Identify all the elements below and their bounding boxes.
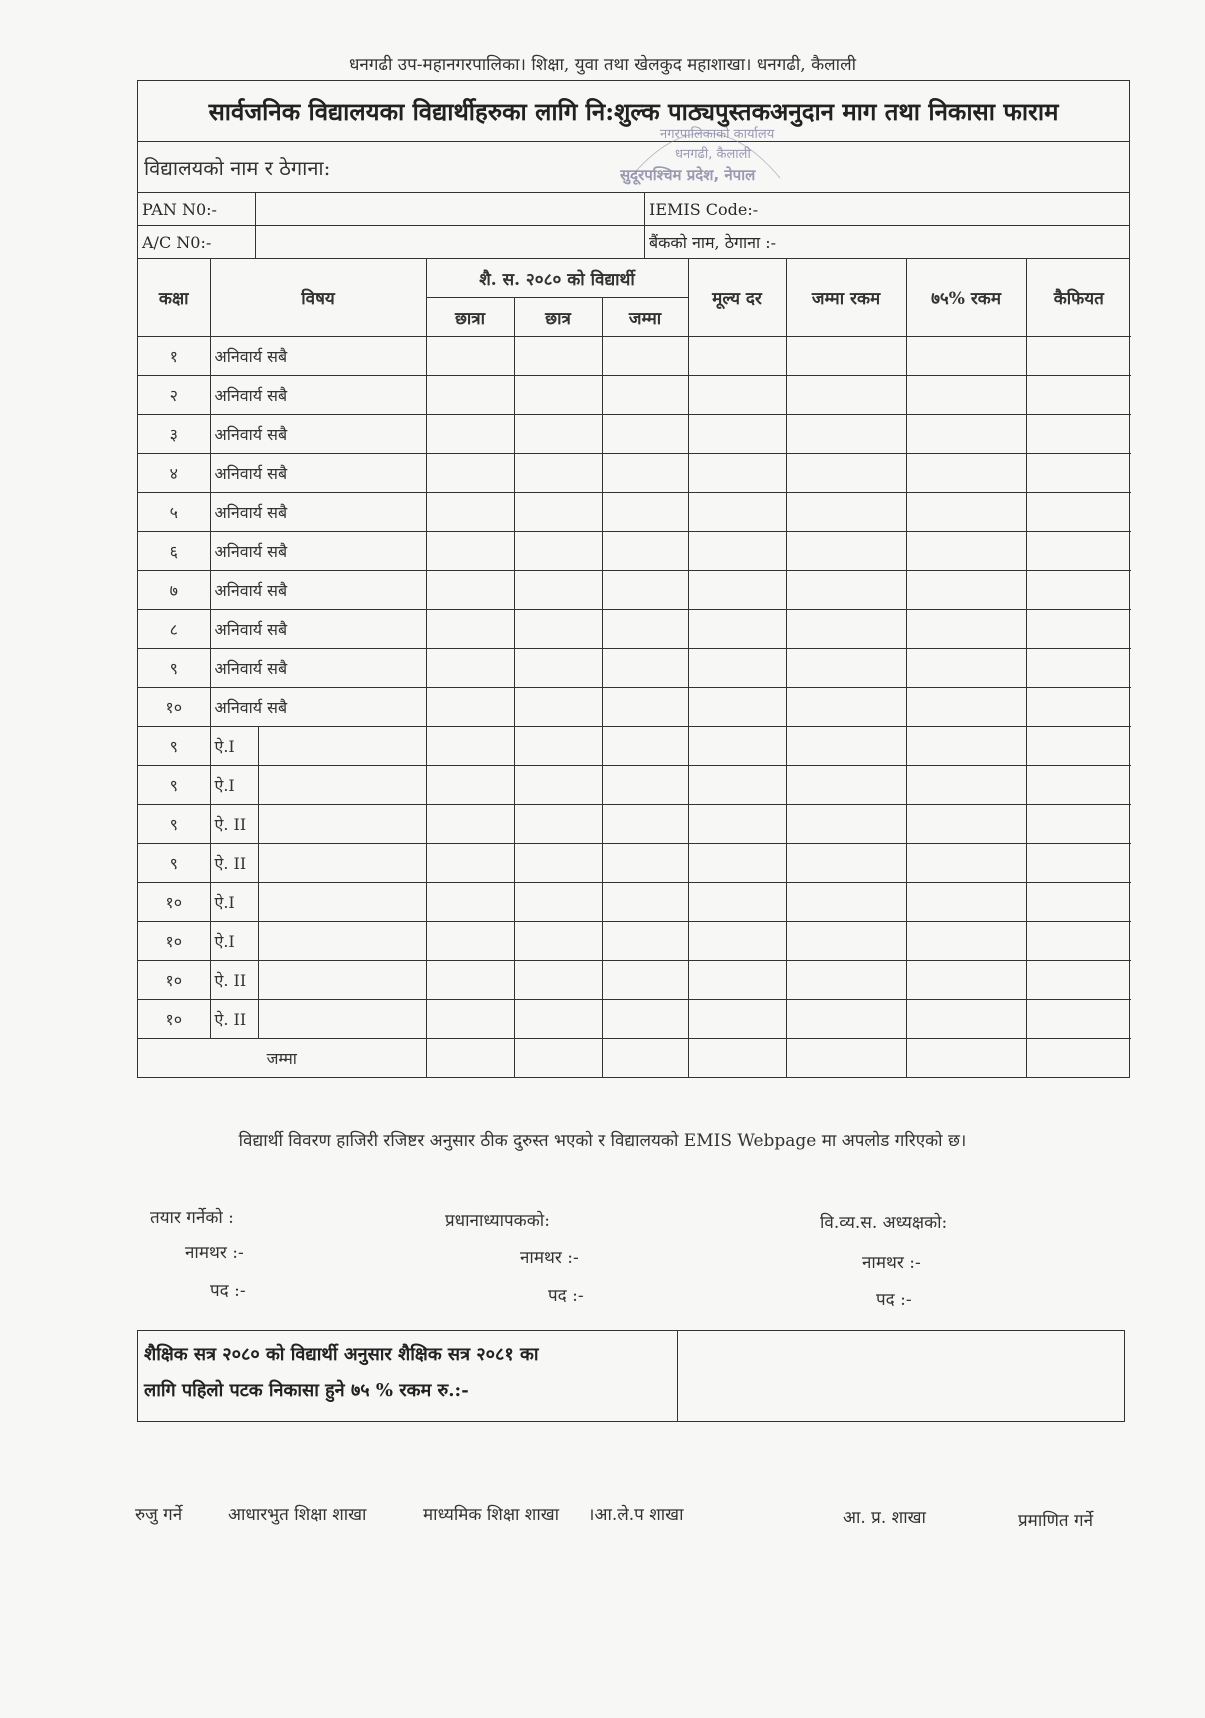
subject-cell: अनिवार्य सबै: [210, 376, 426, 415]
boys-cell[interactable]: [514, 1000, 602, 1039]
total-amount-cell[interactable]: [786, 805, 906, 844]
students-total-cell[interactable]: [602, 454, 688, 493]
total-amount-cell[interactable]: [786, 688, 906, 727]
subject-detail-cell[interactable]: [258, 805, 426, 844]
subject-cell: अनिवार्य सबै: [210, 571, 426, 610]
subject-detail-cell[interactable]: [258, 883, 426, 922]
total-amount-cell[interactable]: [786, 727, 906, 766]
grade-cell: ९: [138, 805, 210, 844]
amount-label-line2: लागि पहिलो पटक निकासा हुने ७५ % रकम रु.:-: [144, 1380, 469, 1401]
price-rate-cell[interactable]: [688, 610, 786, 649]
price-rate-cell[interactable]: [688, 883, 786, 922]
footer-verify: रुजु गर्ने: [135, 1505, 183, 1525]
boys-cell[interactable]: [514, 376, 602, 415]
total-label: जम्मा: [138, 1039, 426, 1078]
subject-cell: ऐ.I: [210, 766, 258, 805]
girls-cell[interactable]: [426, 493, 514, 532]
table-row: [138, 532, 1131, 571]
total-girls-cell[interactable]: [426, 1039, 514, 1078]
boys-cell[interactable]: [514, 805, 602, 844]
table-row: [138, 610, 1131, 649]
percent75-cell[interactable]: [906, 337, 1026, 376]
total-amount-cell[interactable]: [786, 1000, 906, 1039]
grade-cell: ६: [138, 532, 210, 571]
students-total-cell[interactable]: [602, 805, 688, 844]
smc-post-label: पद :-: [876, 1290, 912, 1310]
amount-label: [138, 1331, 678, 1421]
table-row: [138, 493, 1131, 532]
remarks-cell[interactable]: [1026, 337, 1131, 376]
grade-cell: ८: [138, 610, 210, 649]
grade-cell: ५: [138, 493, 210, 532]
price-rate-cell[interactable]: [688, 727, 786, 766]
header-boys: छात्र: [514, 298, 602, 337]
subject-cell: अनिवार्य सबै: [210, 454, 426, 493]
girls-cell[interactable]: [426, 571, 514, 610]
total-amount-cell[interactable]: [786, 766, 906, 805]
grade-cell: १०: [138, 961, 210, 1000]
subject-cell: ऐ. II: [210, 805, 258, 844]
boys-cell[interactable]: [514, 415, 602, 454]
grade-cell: ९: [138, 649, 210, 688]
price-rate-cell[interactable]: [688, 766, 786, 805]
percent75-cell[interactable]: [906, 844, 1026, 883]
remarks-cell[interactable]: [1026, 961, 1131, 1000]
ac-label: A/C N0:-: [138, 226, 256, 258]
form-title: सार्वजनिक विद्यालयका विद्यार्थीहरुका लागि नि:शुल्क पाठ्यपुस्तकअनुदान माग तथा निकासा फाराम: [138, 81, 1129, 142]
headmaster-name-label: नामथर :-: [520, 1248, 579, 1268]
subject-cell: ऐ. II: [210, 1000, 258, 1039]
amount-box: [137, 1330, 1125, 1422]
amount-label-line1: शैक्षिक सत्र २०८० को विद्यार्थी अनुसार शैक्षिक सत्र २०८१ का: [144, 1344, 539, 1365]
price-rate-cell[interactable]: [688, 337, 786, 376]
pan-label: PAN N0:-: [138, 193, 256, 225]
students-total-cell[interactable]: [602, 493, 688, 532]
percent75-cell[interactable]: [906, 688, 1026, 727]
table-row: [138, 649, 1131, 688]
girls-cell[interactable]: [426, 844, 514, 883]
header-75-percent: ७५% रकम: [906, 259, 1026, 337]
stamp-line2: धनगढी, कैलाली: [675, 147, 751, 162]
total-amount-cell[interactable]: [786, 922, 906, 961]
subject-cell: ऐ. II: [210, 844, 258, 883]
subject-detail-cell[interactable]: [258, 961, 426, 1000]
footer-audit-section: ।आ.ले.प शाखा: [588, 1505, 684, 1525]
table-row: [138, 883, 1131, 922]
percent75-cell[interactable]: [906, 571, 1026, 610]
percent75-cell[interactable]: [906, 649, 1026, 688]
girls-cell[interactable]: [426, 1000, 514, 1039]
remarks-cell[interactable]: [1026, 844, 1131, 883]
girls-cell[interactable]: [426, 376, 514, 415]
remarks-cell[interactable]: [1026, 454, 1131, 493]
girls-cell[interactable]: [426, 649, 514, 688]
girls-cell[interactable]: [426, 883, 514, 922]
percent75-cell[interactable]: [906, 922, 1026, 961]
boys-cell[interactable]: [514, 337, 602, 376]
smc-name-label: नामथर :-: [862, 1253, 921, 1273]
amount-value-field[interactable]: [678, 1331, 1124, 1421]
subject-cell: ऐ. II: [210, 961, 258, 1000]
students-total-cell[interactable]: [602, 727, 688, 766]
prepared-name-label: नामथर :-: [185, 1243, 244, 1263]
girls-cell[interactable]: [426, 766, 514, 805]
boys-cell[interactable]: [514, 571, 602, 610]
footer-basic-section: आधारभुत शिक्षा शाखा: [228, 1505, 367, 1525]
header-total-amount: जम्मा रकम: [786, 259, 906, 337]
price-rate-cell[interactable]: [688, 571, 786, 610]
subject-cell: अनिवार्य सबै: [210, 415, 426, 454]
total-amount-cell[interactable]: [786, 532, 906, 571]
percent75-cell[interactable]: [906, 1000, 1026, 1039]
subject-detail-cell[interactable]: [258, 844, 426, 883]
declaration-text: विद्यार्थी विवरण हाजिरी रजिष्टर अनुसार ठीक दुरुस्त भएको र विद्यालयको EMIS Webpage मा अपलोड गरिएको छ।: [238, 1131, 967, 1151]
students-total-cell[interactable]: [602, 688, 688, 727]
table-row: [138, 805, 1131, 844]
header-subject: विषय: [210, 259, 426, 337]
boys-cell[interactable]: [514, 844, 602, 883]
subject-detail-cell[interactable]: [258, 727, 426, 766]
students-total-cell[interactable]: [602, 571, 688, 610]
ac-value-field[interactable]: [256, 226, 645, 258]
grade-cell: १०: [138, 922, 210, 961]
students-total-cell[interactable]: [602, 376, 688, 415]
table-row: [138, 337, 1131, 376]
girls-cell[interactable]: [426, 415, 514, 454]
total-row: [138, 1039, 1131, 1078]
grade-cell: २: [138, 376, 210, 415]
header-students-group: शै. स. २०८० को विद्यार्थी: [426, 259, 688, 298]
remarks-cell[interactable]: [1026, 1000, 1131, 1039]
total-amount-cell[interactable]: [786, 571, 906, 610]
grade-cell: १०: [138, 883, 210, 922]
subject-cell: अनिवार्य सबै: [210, 688, 426, 727]
iemis-label[interactable]: IEMIS Code:-: [649, 199, 759, 219]
table-row: [138, 766, 1131, 805]
price-rate-cell[interactable]: [688, 532, 786, 571]
table-row: [138, 1000, 1131, 1039]
remarks-cell[interactable]: [1026, 649, 1131, 688]
total-amount-cell[interactable]: [786, 454, 906, 493]
stamp-line3: सुदूरपश्चिम प्रदेश, नेपाल: [620, 166, 756, 184]
students-total-cell[interactable]: [602, 1000, 688, 1039]
percent75-cell[interactable]: [906, 415, 1026, 454]
school-name-field[interactable]: विद्यालयको नाम र ठेगाना:: [138, 142, 1129, 193]
prepared-by-label: तयार गर्नेको :: [150, 1208, 234, 1228]
header-grade: कक्षा: [138, 259, 210, 337]
grade-cell: ३: [138, 415, 210, 454]
stamp-line1: नगरपालिकाको कार्यालय: [660, 127, 775, 142]
total-students-cell[interactable]: [602, 1039, 688, 1078]
table-row: [138, 727, 1131, 766]
students-total-cell[interactable]: [602, 532, 688, 571]
pan-row: [138, 193, 1129, 226]
subject-cell: अनिवार्य सबै: [210, 649, 426, 688]
percent75-cell[interactable]: [906, 454, 1026, 493]
subject-cell: ऐ.I: [210, 922, 258, 961]
price-rate-cell[interactable]: [688, 961, 786, 1000]
girls-cell[interactable]: [426, 805, 514, 844]
students-total-cell[interactable]: [602, 337, 688, 376]
subject-detail-cell[interactable]: [258, 922, 426, 961]
remarks-cell[interactable]: [1026, 727, 1131, 766]
subject-cell: अनिवार्य सबै: [210, 610, 426, 649]
girls-cell[interactable]: [426, 532, 514, 571]
remarks-cell[interactable]: [1026, 610, 1131, 649]
boys-cell[interactable]: [514, 532, 602, 571]
header-price-rate: मूल्य दर: [688, 259, 786, 337]
grade-cell: ९: [138, 727, 210, 766]
smc-chair-label: वि.व्य.स. अध्यक्षको:: [820, 1213, 948, 1233]
boys-cell[interactable]: [514, 883, 602, 922]
table-row: [138, 922, 1131, 961]
boys-cell[interactable]: [514, 688, 602, 727]
footer-certify: प्रमाणित गर्ने: [1018, 1511, 1094, 1531]
header-total: जम्मा: [602, 298, 688, 337]
girls-cell[interactable]: [426, 727, 514, 766]
subject-detail-cell[interactable]: [258, 766, 426, 805]
students-total-cell[interactable]: [602, 922, 688, 961]
total-amount-cell[interactable]: [786, 376, 906, 415]
remarks-cell[interactable]: [1026, 571, 1131, 610]
total-75-cell[interactable]: [906, 1039, 1026, 1078]
grade-cell: १०: [138, 1000, 210, 1039]
students-total-cell[interactable]: [602, 766, 688, 805]
remarks-cell[interactable]: [1026, 922, 1131, 961]
total-boys-cell[interactable]: [514, 1039, 602, 1078]
price-rate-cell[interactable]: [688, 805, 786, 844]
price-rate-cell[interactable]: [688, 1000, 786, 1039]
table-row: [138, 571, 1131, 610]
subject-cell: अनिवार्य सबै: [210, 532, 426, 571]
boys-cell[interactable]: [514, 922, 602, 961]
grade-cell: ९: [138, 766, 210, 805]
girls-cell[interactable]: [426, 688, 514, 727]
percent75-cell[interactable]: [906, 961, 1026, 1000]
price-rate-cell[interactable]: [688, 493, 786, 532]
students-total-cell[interactable]: [602, 844, 688, 883]
percent75-cell[interactable]: [906, 766, 1026, 805]
header-girls: छात्रा: [426, 298, 514, 337]
table-row: [138, 961, 1131, 1000]
percent75-cell[interactable]: [906, 376, 1026, 415]
grant-form: [137, 80, 1130, 1078]
prepared-post-label: पद :-: [210, 1281, 246, 1301]
price-rate-cell[interactable]: [688, 649, 786, 688]
girls-cell[interactable]: [426, 922, 514, 961]
students-total-cell[interactable]: [602, 610, 688, 649]
municipality-header: धनगढी उप-महानगरपालिका। शिक्षा, युवा तथा खेलकुद महाशाखा। धनगढी, कैलाली: [348, 55, 857, 75]
students-total-cell[interactable]: [602, 649, 688, 688]
table-row: [138, 415, 1131, 454]
total-amount-cell[interactable]: [786, 1039, 906, 1078]
table-row: [138, 454, 1131, 493]
girls-cell[interactable]: [426, 337, 514, 376]
percent75-cell[interactable]: [906, 805, 1026, 844]
price-rate-cell[interactable]: [688, 415, 786, 454]
boys-cell[interactable]: [514, 493, 602, 532]
boys-cell[interactable]: [514, 961, 602, 1000]
total-amount-cell[interactable]: [786, 649, 906, 688]
grade-cell: ७: [138, 571, 210, 610]
grade-cell: ४: [138, 454, 210, 493]
total-amount-cell[interactable]: [786, 844, 906, 883]
students-total-cell[interactable]: [602, 883, 688, 922]
total-amount-cell[interactable]: [786, 883, 906, 922]
pan-value-field[interactable]: [256, 193, 645, 225]
subject-cell: अनिवार्य सबै: [210, 337, 426, 376]
subject-detail-cell[interactable]: [258, 1000, 426, 1039]
student-table: [138, 259, 1131, 1077]
headmaster-post-label: पद :-: [548, 1286, 584, 1306]
girls-cell[interactable]: [426, 454, 514, 493]
footer-admin-section: आ. प्र. शाखा: [843, 1508, 926, 1528]
account-row: [138, 226, 1129, 259]
remarks-cell[interactable]: [1026, 376, 1131, 415]
remarks-cell[interactable]: [1026, 805, 1131, 844]
total-amount-cell[interactable]: [786, 415, 906, 454]
table-row: [138, 688, 1131, 727]
boys-cell[interactable]: [514, 454, 602, 493]
boys-cell[interactable]: [514, 649, 602, 688]
remarks-cell[interactable]: [1026, 766, 1131, 805]
subject-cell: ऐ.I: [210, 727, 258, 766]
grade-cell: १: [138, 337, 210, 376]
headmaster-label: प्रधानाध्यापकको:: [445, 1211, 550, 1231]
price-rate-cell[interactable]: [688, 376, 786, 415]
remarks-cell[interactable]: [1026, 493, 1131, 532]
percent75-cell[interactable]: [906, 610, 1026, 649]
total-amount-cell[interactable]: [786, 961, 906, 1000]
price-rate-cell[interactable]: [688, 922, 786, 961]
students-total-cell[interactable]: [602, 961, 688, 1000]
price-rate-cell[interactable]: [688, 844, 786, 883]
total-amount-cell[interactable]: [786, 493, 906, 532]
table-row: [138, 844, 1131, 883]
boys-cell[interactable]: [514, 766, 602, 805]
percent75-cell[interactable]: [906, 493, 1026, 532]
total-amount-cell[interactable]: [786, 610, 906, 649]
subject-cell: ऐ.I: [210, 883, 258, 922]
header-remarks: कैफियत: [1026, 259, 1131, 337]
price-rate-cell[interactable]: [688, 454, 786, 493]
girls-cell[interactable]: [426, 961, 514, 1000]
footer-secondary-section: माध्यमिक शिक्षा शाखा: [423, 1505, 560, 1525]
percent75-cell[interactable]: [906, 532, 1026, 571]
remarks-cell[interactable]: [1026, 883, 1131, 922]
boys-cell[interactable]: [514, 610, 602, 649]
grade-cell: १०: [138, 688, 210, 727]
table-row: [138, 376, 1131, 415]
remarks-cell[interactable]: [1026, 532, 1131, 571]
bank-label[interactable]: बैंकको नाम, ठेगाना :-: [649, 233, 777, 252]
total-amount-cell[interactable]: [786, 337, 906, 376]
remarks-cell[interactable]: [1026, 415, 1131, 454]
percent75-cell[interactable]: [906, 883, 1026, 922]
total-rate-cell[interactable]: [688, 1039, 786, 1078]
total-remarks-cell[interactable]: [1026, 1039, 1131, 1078]
grade-cell: ९: [138, 844, 210, 883]
remarks-cell[interactable]: [1026, 688, 1131, 727]
percent75-cell[interactable]: [906, 727, 1026, 766]
price-rate-cell[interactable]: [688, 688, 786, 727]
girls-cell[interactable]: [426, 610, 514, 649]
boys-cell[interactable]: [514, 727, 602, 766]
subject-cell: अनिवार्य सबै: [210, 493, 426, 532]
students-total-cell[interactable]: [602, 415, 688, 454]
